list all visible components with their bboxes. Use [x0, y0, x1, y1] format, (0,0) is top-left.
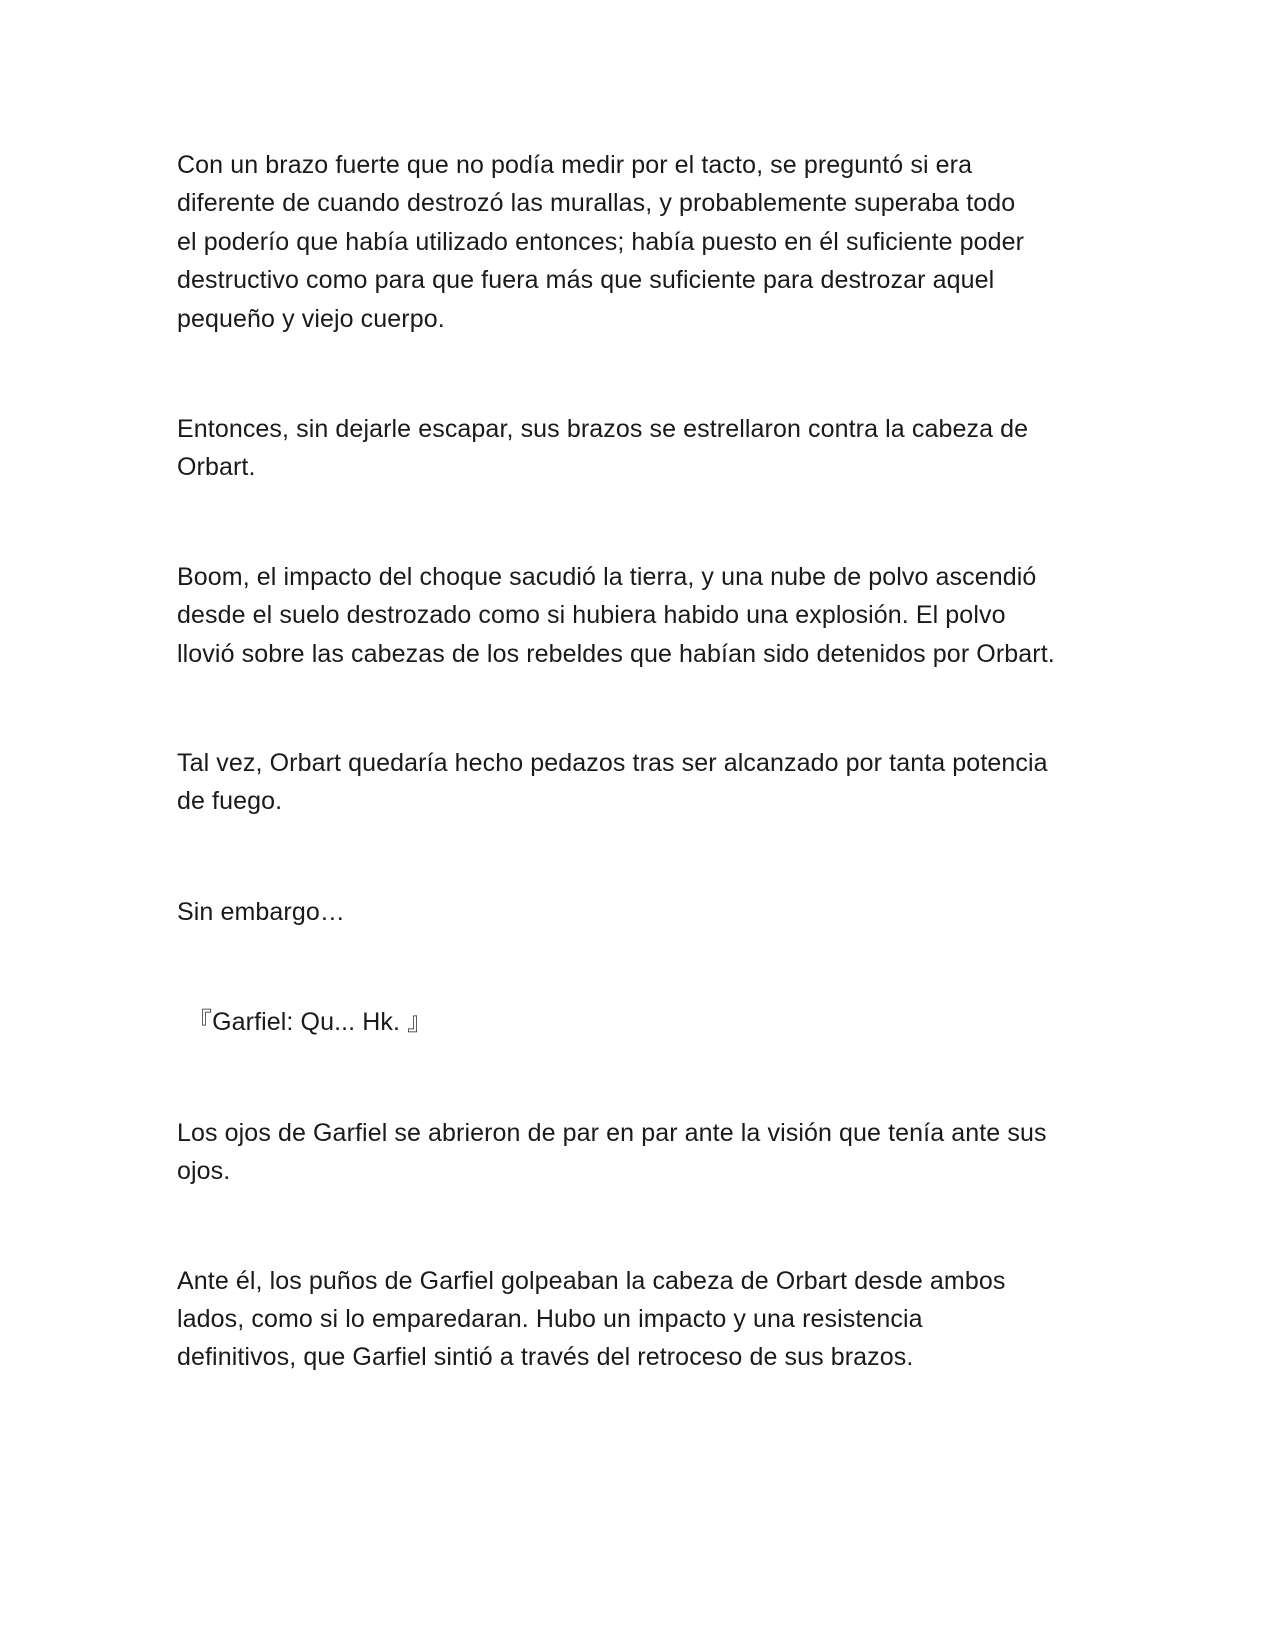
paragraph-line: llovió sobre las cabezas de los rebeldes que habían sido detenidos por Orbart.: [177, 639, 1055, 668]
paragraph-line: Con un brazo fuerte que no podía medir por el tacto, se preguntó si era: [177, 151, 973, 179]
paragraph-line: Los ojos de Garfiel se abrieron de par en par ante la visión que tenía ante sus: [177, 1118, 1047, 1147]
paragraph-4: [177, 744, 1117, 821]
paragraph-line: lados, como si lo emparedaran. Hubo un impacto y una resistencia: [177, 1304, 923, 1333]
paragraph-7: [177, 1114, 1117, 1191]
paragraph-3: [177, 558, 1117, 673]
paragraph-line: Tal vez, Orbart quedaría hecho pedazos tras ser alcanzado por tanta potencia: [177, 749, 1048, 778]
paragraph-line: Sin embargo…: [177, 897, 345, 926]
paragraph-line: definitivos, que Garfiel sintió a través del retroceso de sus brazos.: [177, 1343, 914, 1372]
paragraph-8: [177, 1262, 1117, 1377]
paragraph-line: ojos.: [177, 1157, 231, 1186]
paragraph-line: diferente de cuando destrozó las murallas, y probablemente superaba todo: [177, 189, 1016, 218]
dialogue-line: [177, 1003, 1117, 1041]
paragraph-line: desde el suelo destrozado como si hubiera habido una explosión. El polvo: [177, 601, 1006, 630]
paragraph-2: [177, 410, 1117, 487]
paragraph-line: pequeño y viejo cuerpo.: [177, 304, 445, 333]
paragraph-line: Ante él, los puños de Garfiel golpeaban la cabeza de Orbart desde ambos: [177, 1266, 1006, 1295]
dialogue-text: 『Garfiel: Qu... Hk. 』: [187, 1008, 433, 1037]
document-body: [177, 146, 1117, 1377]
paragraph-line: el poderío que había utilizado entonces; había puesto en él suficiente poder: [177, 227, 1025, 256]
paragraph-line: Boom, el impacto del choque sacudió la tierra, y una nube de polvo ascendió: [177, 562, 1037, 591]
paragraph-line: de fuego.: [177, 787, 283, 816]
paragraph-line: destructivo como para que fuera más que suficiente para destrozar aquel: [177, 266, 995, 295]
paragraph-line: Entonces, sin dejarle escapar, sus brazos se estrellaron contra la cabeza de: [177, 415, 1029, 444]
paragraph-line: Orbart.: [177, 453, 256, 482]
paragraph-5: [177, 893, 1117, 931]
paragraph-1: [177, 146, 1117, 338]
